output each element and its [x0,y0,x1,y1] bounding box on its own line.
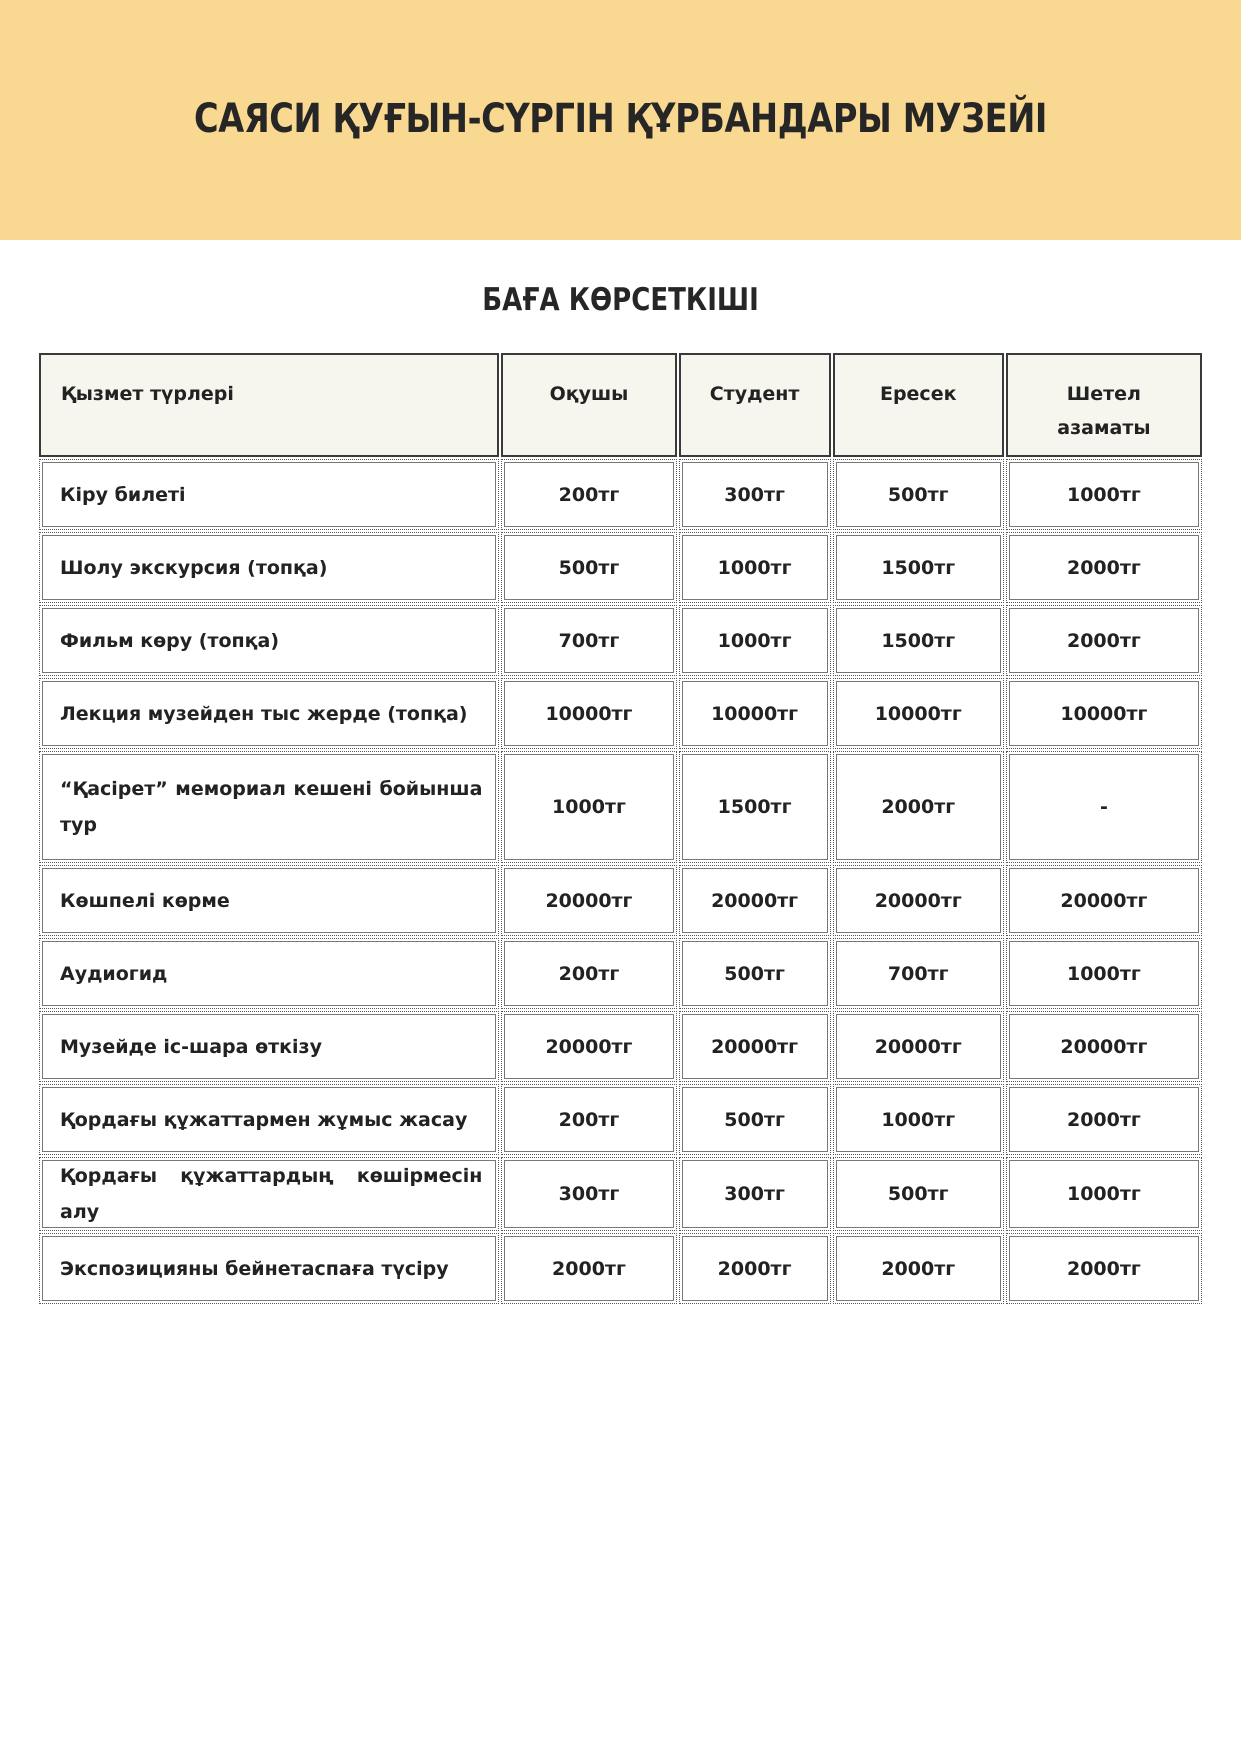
column-header-pupil: Оқушы [501,353,676,457]
table-row [39,938,1202,1009]
service-name: Қордағы құжаттардың көшірмесін алу [39,1157,499,1231]
price-student: 300тг [679,459,831,530]
price-adult: 2000тг [833,751,1004,863]
table-row [39,1233,1202,1304]
price-pupil: 2000тг [501,1233,676,1304]
price-student: 1000тг [679,605,831,676]
price-foreigner: 20000тг [1006,1011,1202,1082]
service-name: Қордағы құжаттармен жұмыс жасау [39,1084,499,1155]
price-adult: 10000тг [833,678,1004,749]
table-row [39,532,1202,603]
price-adult: 700тг [833,938,1004,1009]
table-row [39,865,1202,936]
price-student: 300тг [679,1157,831,1231]
table-header-row [39,353,1202,457]
price-student: 20000тг [679,865,831,936]
service-name: Аудиогид [39,938,499,1009]
price-adult: 500тг [833,459,1004,530]
price-adult: 500тг [833,1157,1004,1231]
table-row [39,1157,1202,1231]
service-name: Фильм көру (топқа) [39,605,499,676]
service-name: Кіру билеті [39,459,499,530]
price-table [37,351,1204,1306]
price-student: 1000тг [679,532,831,603]
table-row [39,605,1202,676]
price-adult: 20000тг [833,1011,1004,1082]
table-row [39,751,1202,863]
table-row [39,1084,1202,1155]
price-pupil: 200тг [501,1084,676,1155]
price-pupil: 200тг [501,938,676,1009]
price-student: 2000тг [679,1233,831,1304]
table-row [39,1011,1202,1082]
price-foreigner: 1000тг [1006,938,1202,1009]
price-pupil: 300тг [501,1157,676,1231]
column-header-adult: Ересек [833,353,1004,457]
price-adult: 1500тг [833,605,1004,676]
price-foreigner: 2000тг [1006,605,1202,676]
column-header-student: Студент [679,353,831,457]
price-student: 500тг [679,938,831,1009]
price-foreigner: 2000тг [1006,1233,1202,1304]
price-foreigner: 2000тг [1006,532,1202,603]
service-name: Шолу экскурсия (топқа) [39,532,499,603]
price-adult: 1000тг [833,1084,1004,1155]
price-adult: 2000тг [833,1233,1004,1304]
service-name: Көшпелі көрме [39,865,499,936]
price-student: 500тг [679,1084,831,1155]
service-name: Музейде іс-шара өткізу [39,1011,499,1082]
price-foreigner: 20000тг [1006,865,1202,936]
price-pupil: 1000тг [501,751,676,863]
page-title: САЯСИ ҚУҒЫН-СҮРГІН ҚҰРБАНДАРЫ МУЗЕЙІ [193,96,1047,142]
price-pupil: 200тг [501,459,676,530]
price-adult: 1500тг [833,532,1004,603]
column-header-service: Қызмет түрлері [39,353,499,457]
service-name: Экспозицияны бейнетаспаға түсіру [39,1233,499,1304]
section-title: БАҒА КӨРСЕТКІШІ [482,282,759,318]
service-name: “Қасірет” мемориал кешені бойынша тур [39,751,499,863]
price-student: 20000тг [679,1011,831,1082]
price-foreigner: 10000тг [1006,678,1202,749]
price-pupil: 10000тг [501,678,676,749]
price-foreigner: - [1006,751,1202,863]
price-student: 1500тг [679,751,831,863]
price-foreigner: 2000тг [1006,1084,1202,1155]
price-foreigner: 1000тг [1006,459,1202,530]
price-adult: 20000тг [833,865,1004,936]
column-header-foreigner: Шетел азаматы [1006,353,1202,457]
price-pupil: 500тг [501,532,676,603]
table-row [39,678,1202,749]
price-pupil: 700тг [501,605,676,676]
service-name: Лекция музейден тыс жерде (топқа) [39,678,499,749]
price-foreigner: 1000тг [1006,1157,1202,1231]
price-student: 10000тг [679,678,831,749]
header-banner [0,0,1241,240]
table-row [39,459,1202,530]
price-pupil: 20000тг [501,865,676,936]
price-pupil: 20000тг [501,1011,676,1082]
